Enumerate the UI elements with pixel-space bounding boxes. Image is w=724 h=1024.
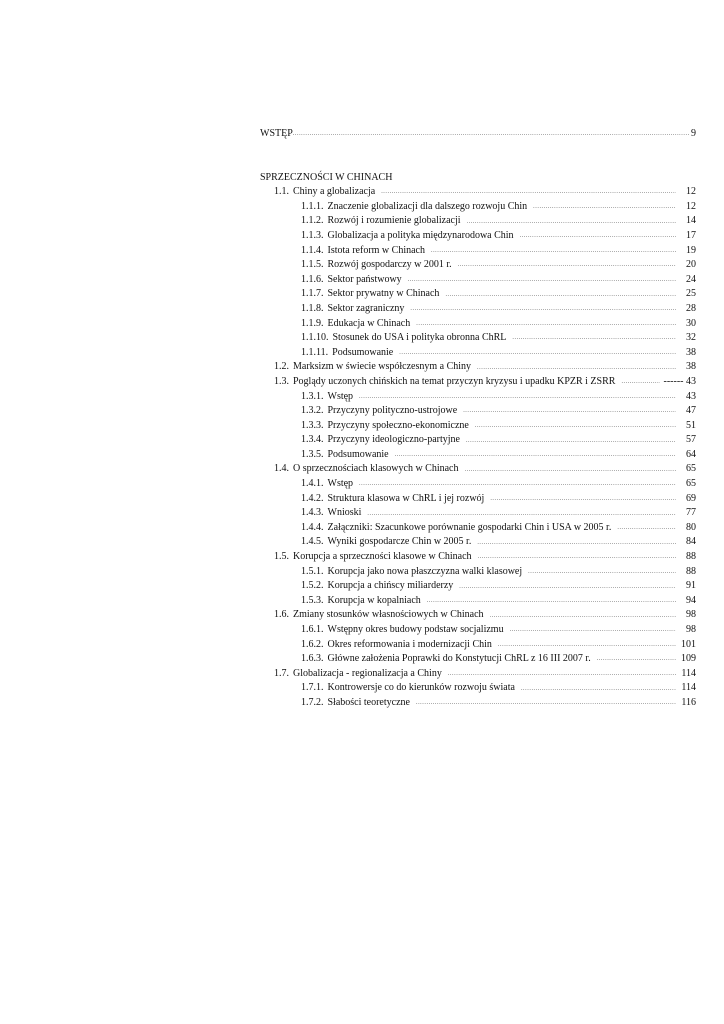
toc-entry[interactable] [260,506,696,521]
toc-entry-title: Korupcja a chińscy miliarderzy [327,580,454,592]
toc-entry-number: 1.4. [274,463,289,475]
chapter-title: SPRZECZNOŚCI W CHINACH [260,171,393,183]
toc-entry-page: 114 [681,682,696,694]
toc-entry-title: Znaczenie globalizacji dla dalszego rozwoju Chin [327,200,528,212]
toc-dot-leader [410,304,676,314]
toc-entry-list [260,185,696,710]
toc-dot-leader [498,640,676,650]
toc-dot-leader [395,450,676,460]
toc-entry-number: 1.2. [274,361,289,373]
toc-entry-number: 1.1. [274,186,289,198]
toc-dot-leader [477,363,676,373]
toc-entry-number: 1.7.1. [301,682,324,694]
toc-dot-leader [617,523,676,533]
toc-entry[interactable] [260,667,696,682]
toc-entry-number: 1.1.9. [301,317,324,329]
toc-entry-number: 1.3.2. [301,405,324,417]
toc-entry-number: 1.7.2. [301,696,324,708]
toc-entry[interactable] [260,535,696,550]
toc-entry-number: 1.6.3. [301,653,324,665]
toc-entry-page: 12 [686,200,696,212]
toc-entry-title: Stosunek do USA i polityka obronna ChRL [332,332,507,344]
toc-dot-leader [458,260,676,270]
toc-entry-title: Wstęp [327,478,354,490]
toc-entry[interactable] [260,214,696,229]
toc-entry-page: 80 [686,521,696,533]
toc-dot-leader [477,538,676,548]
toc-dot-leader [448,669,676,679]
toc-entry-page: 9 [691,128,696,139]
toc-entry-title: Struktura klasowa w ChRL i jej rozwój [327,492,485,504]
toc-entry-title: Załączniki: Szacunkowe porównanie gospodarki Chin i USA w 2005 r. [327,521,612,533]
toc-entry[interactable] [260,185,696,200]
toc-entry-number: 1.4.2. [301,492,324,504]
toc-entry[interactable] [260,550,696,565]
toc-entry[interactable] [260,331,696,346]
toc-entry-number: 1.1.4. [301,244,324,256]
toc-entry-page: 32 [686,332,696,344]
toc-dot-leader [416,319,676,329]
toc-entry-number: 1.3. [274,375,289,387]
toc-entry-title: Istota reform w Chinach [327,244,425,256]
toc-dot-leader [490,494,676,504]
toc-entry-title: Okres reformowania i modernizacji Chin [327,638,492,650]
toc-entry-page: 14 [686,215,696,227]
toc-entry-title: Korupcja jako nowa płaszczyzna walki klasowej [327,565,523,577]
toc-entry-page: 116 [681,696,696,708]
toc-entry[interactable] [260,360,696,375]
toc-dot-leader [463,406,676,416]
toc-entry-title: Poglądy uczonych chińskich na temat przyczyn kryzysu i upadku KPZR i ZSRR [293,375,616,387]
toc-entry-page: 51 [686,419,696,431]
toc-dot-leader [359,479,676,489]
toc-entry-page: 38 [686,346,696,358]
toc-entry-number: 1.3.4. [301,434,324,446]
toc-entry-title: Marksizm w świecie współczesnym a Chiny [293,361,472,373]
toc-dot-leader [478,552,676,562]
toc-entry-title: Edukacja w Chinach [327,317,411,329]
toc-entry-page: 84 [686,536,696,548]
toc-entry[interactable] [260,521,696,536]
toc-entry-number: 1.5.3. [301,594,324,606]
toc-entry-page: 88 [686,565,696,577]
toc-entry-title: Wnioski [327,507,362,519]
toc-entry-number: 1.1.7. [301,288,324,300]
toc-entry-number: 1.1.6. [301,273,324,285]
toc-entry[interactable] [260,477,696,492]
toc-dot-leader [427,596,676,606]
toc-entry[interactable] [260,579,696,594]
toc-entry-number: 1.1.11. [301,346,329,358]
toc-dot-leader [490,611,676,621]
toc-entry-number: 1.6. [274,609,289,621]
toc-entry[interactable] [260,608,696,623]
toc-dot-leader [510,625,676,635]
toc-entry-title: WSTĘP [260,128,293,139]
toc-dot-leader [381,187,676,197]
table-of-contents [260,127,696,711]
toc-dot-leader [431,246,676,256]
toc-entry[interactable] [260,302,696,317]
toc-entry[interactable] [260,681,696,696]
toc-entry-page: 12 [686,186,696,198]
toc-entry-title: Zmiany stosunków własnościowych w Chinach [293,609,484,621]
toc-entry-page: 69 [686,492,696,504]
toc-dot-leader [466,436,676,446]
toc-dot-leader [521,684,676,694]
toc-entry-number: 1.5. [274,551,289,563]
toc-entry-number: 1.5.1. [301,565,324,577]
toc-entry-page: 114 [681,667,696,679]
toc-dot-leader [520,231,676,241]
toc-entry-number: 1.6.2. [301,638,324,650]
toc-dot-leader [597,654,676,664]
toc-entry[interactable] [260,623,696,638]
toc-entry[interactable] [260,404,696,419]
toc-entry-title: Sektor zagraniczny [327,302,405,314]
toc-entry-page: 98 [686,624,696,635]
toc-entry-number: 1.4.5. [301,536,324,548]
toc-entry[interactable] [260,346,696,361]
toc-dot-leader [445,290,676,300]
toc-entry-title: Przyczyny społeczno-ekonomiczne [327,419,469,431]
toc-entry-title: Wstępny okres budowy podstaw socjalizmu [327,624,504,635]
toc-dot-leader [293,129,690,139]
toc-dot-leader [533,202,676,212]
toc-entry[interactable] [260,200,696,215]
toc-entry[interactable] [260,448,696,463]
toc-entry-page: 47 [686,405,696,417]
toc-dot-leader [475,421,676,431]
toc-entry-number: 1.1.3. [301,229,324,241]
toc-entry-title: Wstęp [327,390,354,402]
toc-entry-title: O sprzecznościach klasowych w Chinach [293,463,459,475]
toc-entry-page: ------ 43 [663,375,696,387]
toc-entry[interactable] [260,462,696,477]
toc-entry-page: 94 [686,594,696,606]
toc-entry[interactable] [260,433,696,448]
toc-entry[interactable] [260,375,696,390]
toc-dot-leader [416,698,676,708]
toc-entry-number: 1.1.10. [301,332,329,344]
toc-entry[interactable] [260,273,696,288]
toc-entry[interactable] [260,638,696,653]
toc-entry[interactable] [260,287,696,302]
toc-entry-title: Chiny a globalizacja [293,186,376,198]
toc-entry-number: 1.5.2. [301,580,324,592]
toc-entry-number: 1.1.1. [301,200,324,212]
toc-dot-leader [512,333,676,343]
toc-dot-leader [467,217,676,227]
toc-entry[interactable] [260,258,696,273]
toc-entry[interactable] [260,244,696,259]
toc-entry[interactable] [260,652,696,667]
toc-entry-page: 30 [686,317,696,329]
toc-dot-leader [399,348,676,358]
toc-entry-title: Globalizacja - regionalizacja a Chiny [293,667,442,679]
toc-entry-intro[interactable] [260,127,696,142]
toc-entry-title: Przyczyny ideologiczno-partyjne [327,434,460,446]
toc-entry-title: Kontrowersje co do kierunków rozwoju świata [327,682,515,694]
toc-entry-title: Rozwój gospodarczy w 2001 r. [327,259,452,271]
toc-entry-number: 1.4.4. [301,521,324,533]
toc-dot-leader [621,377,659,387]
toc-dot-leader [459,582,676,592]
toc-dot-leader [408,275,676,285]
toc-entry-number: 1.4.3. [301,507,324,519]
toc-entry-page: 109 [681,653,696,665]
toc-entry-number: 1.7. [274,667,289,679]
toc-entry-page: 17 [686,229,696,241]
toc-entry-title: Korupcja w kopalniach [327,594,421,606]
toc-entry-page: 19 [686,244,696,256]
toc-entry-title: Korupcja a sprzeczności klasowe w Chinach [293,551,472,563]
toc-entry-page: 65 [686,463,696,475]
toc-entry-page: 20 [686,259,696,271]
toc-dot-leader [465,465,677,475]
toc-entry-page: 24 [686,273,696,285]
toc-entry-number: 1.3.5. [301,448,324,460]
toc-entry-number: 1.1.2. [301,215,324,227]
toc-entry-page: 101 [681,638,696,650]
toc-entry-number: 1.4.1. [301,478,324,490]
toc-entry-title: Sektor prywatny w Chinach [327,288,440,300]
toc-entry-page: 25 [686,288,696,300]
toc-entry-page: 38 [686,361,696,373]
toc-entry-title: Przyczyny polityczno-ustrojowe [327,405,458,417]
toc-entry[interactable] [260,390,696,405]
toc-dot-leader [359,392,676,402]
toc-entry-page: 77 [686,507,696,519]
toc-entry-title: Globalizacja a polityka międzynarodowa Chin [327,229,514,241]
toc-entry-number: 1.1.5. [301,259,324,271]
toc-entry[interactable] [260,696,696,711]
toc-entry-title: Główne założenia Poprawki do Konstytucji ChRL z 16 III 2007 r. [327,653,591,665]
toc-entry[interactable] [260,229,696,244]
toc-entry-page: 28 [686,302,696,314]
toc-entry[interactable] [260,419,696,434]
toc-entry-page: 65 [686,478,696,490]
toc-dot-leader [528,567,676,577]
toc-entry[interactable] [260,565,696,580]
toc-entry-number: 1.3.1. [301,390,324,402]
toc-entry[interactable] [260,317,696,332]
toc-entry[interactable] [260,594,696,609]
toc-entry-page: 91 [686,580,696,592]
toc-entry-page: 64 [686,448,696,460]
toc-dot-leader [367,509,676,519]
toc-entry[interactable] [260,492,696,507]
toc-entry-page: 98 [686,609,696,621]
toc-entry-page: 88 [686,551,696,563]
toc-entry-title: Wyniki gospodarcze Chin w 2005 r. [327,536,472,548]
toc-entry-title: Słabości teoretyczne [327,696,410,708]
toc-entry-title: Podsumowanie [327,448,389,460]
toc-entry-page: 43 [686,390,696,402]
toc-entry-page: 57 [686,434,696,446]
toc-entry-title: Sektor państwowy [327,273,402,285]
toc-entry-title: Rozwój i rozumienie globalizacji [327,215,461,227]
toc-entry-title: Podsumowanie [332,346,394,358]
toc-entry-number: 1.3.3. [301,419,324,431]
toc-entry-number: 1.6.1. [301,624,324,635]
toc-entry-number: 1.1.8. [301,302,324,314]
